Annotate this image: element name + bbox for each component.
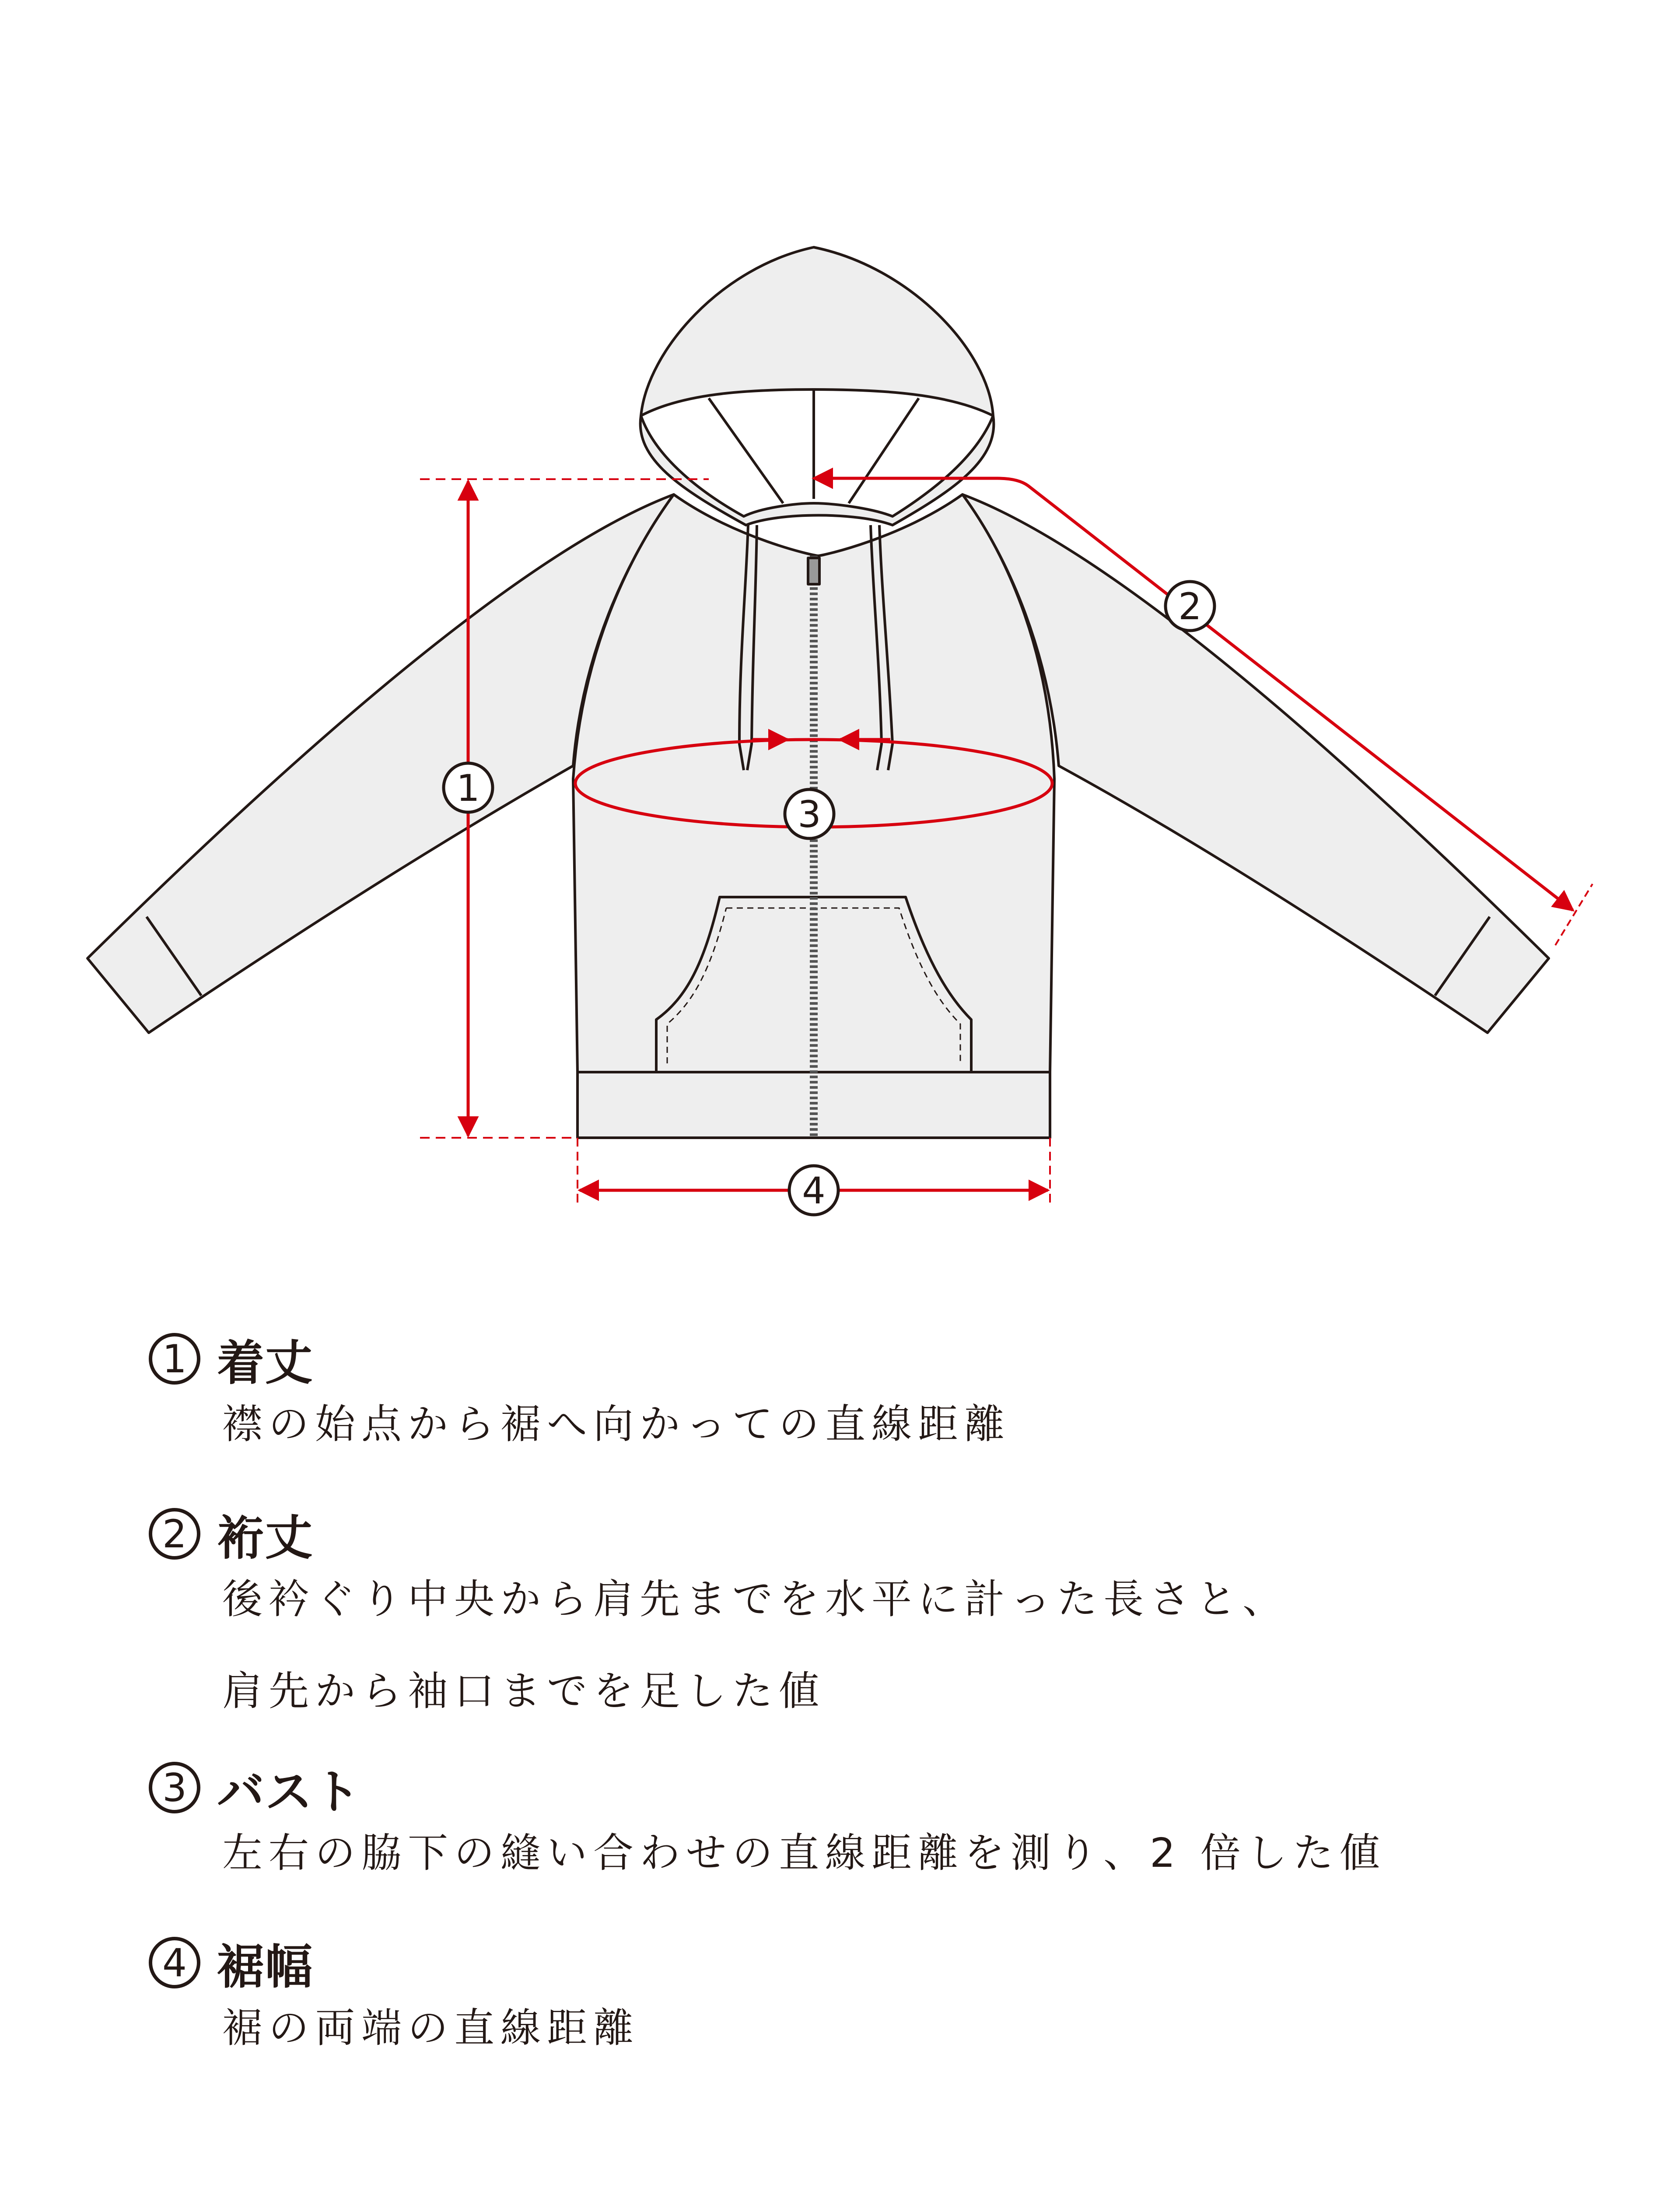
marker-2 <box>1166 582 1214 631</box>
yuki-guide-end <box>1555 884 1592 945</box>
svg-text:3: 3 <box>798 793 821 836</box>
legend-title-row <box>149 1755 1549 1820</box>
legend-term: 着丈 <box>217 1336 314 1391</box>
marker-3 <box>785 789 834 838</box>
marker-1 <box>444 763 493 812</box>
legend-number-badge: 2 <box>149 1508 200 1560</box>
legend-description: 裾の両端の直線距離 <box>222 2005 640 2051</box>
zipper-pull <box>808 558 819 584</box>
svg-text:2: 2 <box>1178 585 1202 628</box>
legend-number-badge: 4 <box>149 1937 200 1988</box>
legend-title-row <box>149 1326 1549 1392</box>
marker-4 <box>789 1166 838 1215</box>
legend-title-row <box>149 1930 1549 1995</box>
legend-description: 肩先から袖口までを足した値 <box>222 1668 826 1715</box>
legend-term: バスト <box>217 1764 362 1820</box>
legend-entry-4 <box>149 1930 1549 2061</box>
legend-entry-1 <box>149 1326 1549 1457</box>
hoodie-drawing <box>88 247 1549 1138</box>
legend-number-badge: 3 <box>149 1762 200 1813</box>
svg-text:1: 1 <box>456 767 480 810</box>
svg-text:4: 4 <box>802 1169 826 1212</box>
legend-description: 襟の始点から裾へ向かっての直線距離 <box>222 1401 1011 1448</box>
legend-description: 左右の脇下の縫い合わせの直線距離を測り、2 倍した値 <box>222 1830 1386 1876</box>
legend-title-row <box>149 1501 1549 1567</box>
legend-term: 裄丈 <box>217 1511 314 1566</box>
legend-description: 後衿ぐり中央から肩先までを水平に計った長さと、 <box>222 1576 1289 1623</box>
legend-entry-3 <box>149 1755 1549 1886</box>
legend-number-badge: 1 <box>149 1333 200 1385</box>
legend-term: 裾幅 <box>217 1939 314 1995</box>
legend-entry-2 <box>149 1501 1549 1724</box>
